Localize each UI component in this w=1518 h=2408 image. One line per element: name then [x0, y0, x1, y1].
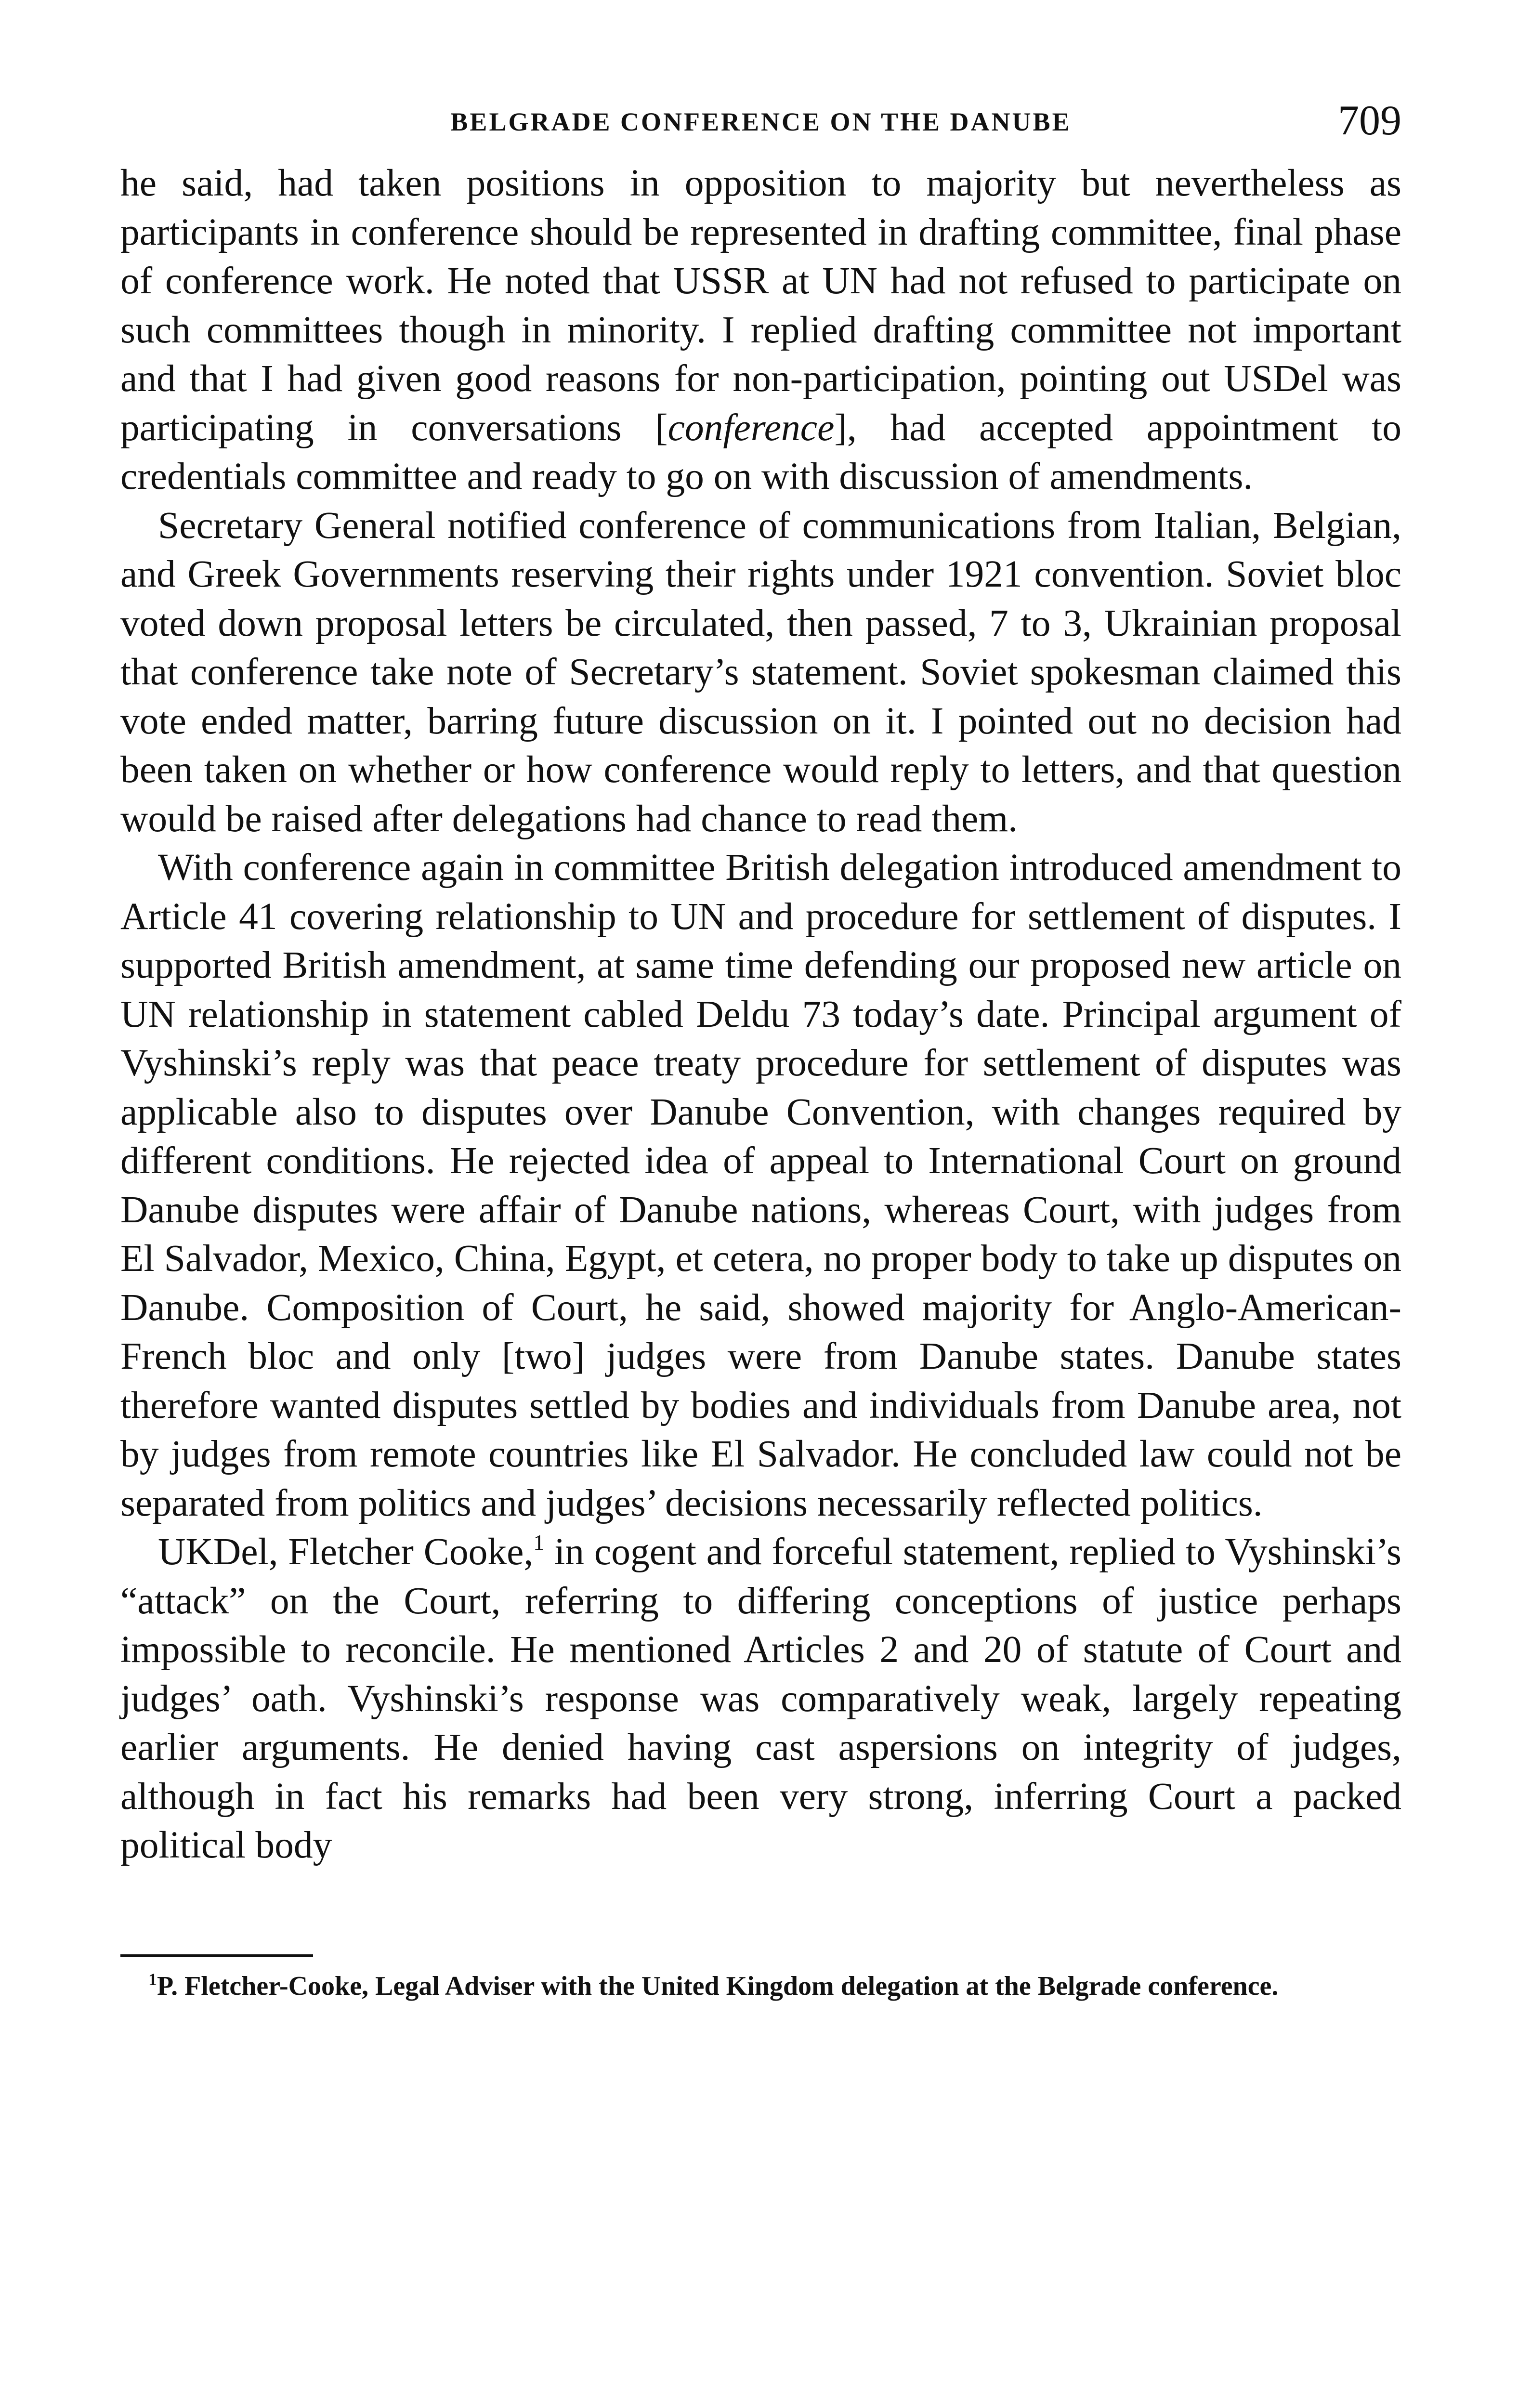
paragraph-2 — [120, 501, 1401, 844]
paragraph-3 — [120, 843, 1401, 1528]
paragraph-4-continuation: in cogent and forceful statement, replied to Vyshinski’s “attack” on the Court, referring to differing conceptions of justice perhaps impossible to reconcile. He mentioned Articles 2 and 20 of statute of Court and judges’ oath. Vyshinski’s response was comparatively weak, largely repeating earlier arguments. He denied having cast aspersions on integrity of judges, although in fact his remarks had been very strong, inferring Court a packed political body — [120, 1531, 1401, 1866]
paragraph-3-text: With conference again in committee British delegation introduced amendment to Article 41 covering relationship to UN and procedure for settlement of disputes. I supported British amendment, at same time defending our proposed new article on UN relationship in statement cabled Deldu 73 today’s date. Principal argument of Vyshinski’s reply was that peace treaty procedure for settlement of disputes was applicable also to disputes over Danube Convention, with changes required by different conditions. He rejected idea of appeal to International Court on ground Danube disputes were affair of Danube nations, whereas Court, with judges from El Salvador, Mexico, China, Egypt, et cetera, no proper body to take up disputes on Danube. Composition of Court, he said, showed majority for Anglo-American-French bloc and only [two] judges were from Danube states. Danube states therefore wanted disputes settled by bodies and individuals from Danube area, not by judges from remote countries like El Salvador. He concluded law could not be separated from politics and judges’ decisions necessarily reflected politics. — [120, 846, 1401, 1524]
paragraph-2-text: Secretary General notified conference of communications from Italian, Belgian, and Greek Governments reserving their rights under 1921 convention. Soviet bloc voted down proposal letters be circulated, then passed, 7 to 3, Ukrainian proposal that conference take note of Secretary’s statement. Soviet spokesman claimed this vote ended matter, barring future discussion on it. I pointed out no decision had been taken on whether or how conference would reply to letters, and that question would be raised after delegations had chance to read them. — [120, 504, 1401, 840]
paragraph-1-text: he said, had taken positions in opposition to majority but nevertheless as participants in conference should be represented in drafting committee, final phase of conference work. He noted that USSR at UN had not refused to participate on such committees though in minority. I replied drafting committee not important and that I had given good reasons for non-participation, pointing out USDel was participating in conversations — [120, 162, 1401, 449]
page-content — [120, 96, 1401, 2002]
page-number: 709 — [1338, 97, 1401, 144]
running-title: BELGRADE CONFERENCE ON THE DANUBE — [450, 107, 1072, 136]
paragraph-1: he said, had taken positions in opposition to majority but nevertheless as participants in conference should be represented in drafting committee, final phase of conference work. He noted that USSR at UN had not refused to participate on such committees though in minority. I replied drafting committee not important and that I had given good reasons for non-participation, pointing out USDel was participating in conversations [conference], had accepted appointment to credentials committee and ready to go on with discussion of amendments. — [120, 162, 1401, 497]
footnote-reference: 1 — [533, 1530, 545, 1555]
footnote-rule — [120, 1954, 313, 1957]
paragraph-1-continuation: , had accepted appointment to credentials committee and ready to go on with discussion of amendments. — [120, 406, 1401, 497]
paragraph-4 — [120, 1528, 1401, 1870]
paragraph-4-text: UKDel, Fletcher Cooke, — [158, 1531, 534, 1573]
body-text — [120, 159, 1401, 1870]
bracketed-correction: conference — [667, 406, 835, 449]
footnote-marker: 1 — [148, 1969, 157, 1989]
footnote-text: P. Fletcher-Cooke, Legal Adviser with the United Kingdom delegation at the Belgrade conference. — [157, 1971, 1279, 2001]
footnote — [120, 1970, 1401, 2002]
running-header — [120, 96, 1401, 159]
